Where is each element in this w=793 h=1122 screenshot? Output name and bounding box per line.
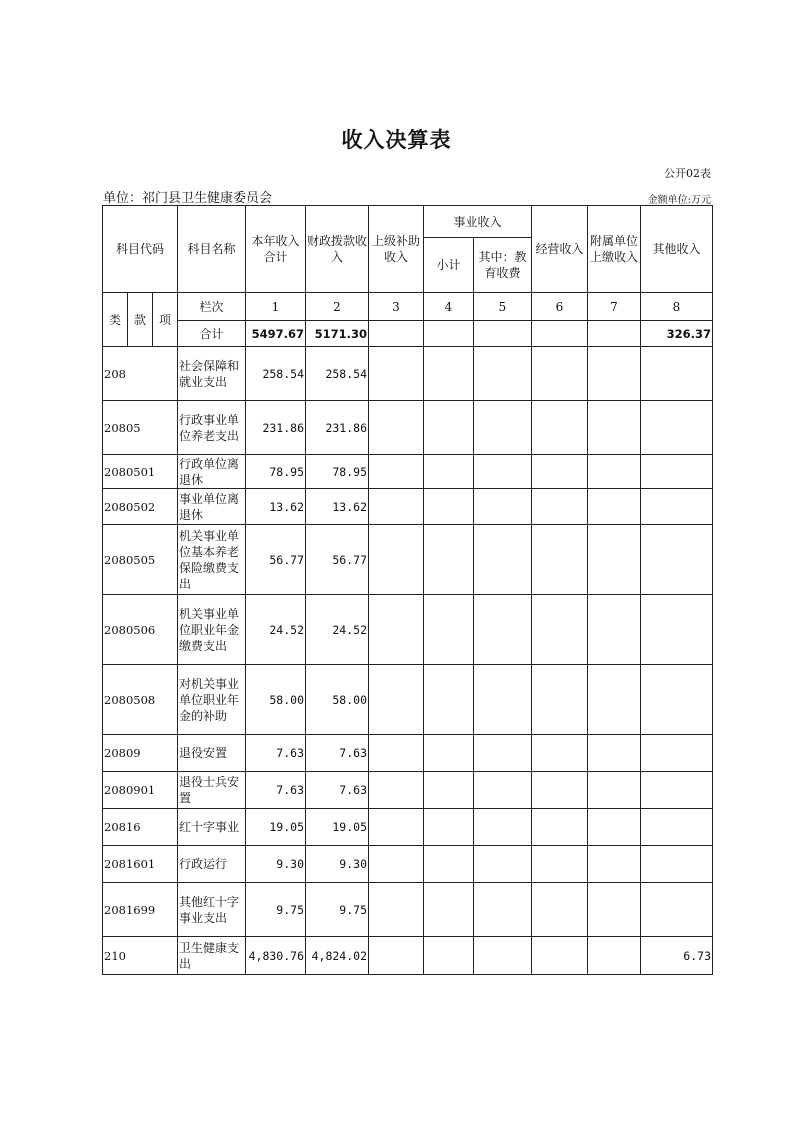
summary-affiliated <box>588 321 641 347</box>
row-name: 机关事业单位职业年金缴费支出 <box>178 595 246 665</box>
row-fiscal: 13.62 <box>306 489 369 525</box>
row-edu <box>474 735 532 772</box>
summary-row <box>103 321 713 347</box>
row-operating <box>532 735 588 772</box>
row-subtotal <box>424 455 474 489</box>
row-code: 210 <box>103 937 178 975</box>
row-affiliated <box>588 809 641 846</box>
row-total: 9.75 <box>246 883 306 937</box>
income-table <box>102 205 713 975</box>
row-fiscal: 4,824.02 <box>306 937 369 975</box>
row-edu <box>474 595 532 665</box>
row-name: 退役安置 <box>178 735 246 772</box>
row-code: 2080502 <box>103 489 178 525</box>
header-subtotal: 小计 <box>424 238 474 293</box>
row-name: 行政运行 <box>178 846 246 883</box>
row-subsidy <box>369 883 424 937</box>
row-affiliated <box>588 595 641 665</box>
row-edu <box>474 772 532 809</box>
row-subsidy <box>369 347 424 401</box>
row-edu <box>474 455 532 489</box>
row-affiliated <box>588 846 641 883</box>
header-affiliated: 附属单位上缴收入 <box>588 206 641 293</box>
row-other <box>641 455 713 489</box>
form-number: 公开02表 <box>664 167 711 180</box>
row-subsidy <box>369 846 424 883</box>
row-name: 红十字事业 <box>178 809 246 846</box>
row-operating <box>532 937 588 975</box>
summary-subsidy <box>369 321 424 347</box>
header-kuan: 款 <box>128 293 153 347</box>
row-subtotal <box>424 937 474 975</box>
header-operating: 经营收入 <box>532 206 588 293</box>
row-fiscal: 78.95 <box>306 455 369 489</box>
row-subsidy <box>369 401 424 455</box>
header-code: 科目代码 <box>103 206 178 293</box>
row-subtotal <box>424 735 474 772</box>
row-total: 4,830.76 <box>246 937 306 975</box>
row-subtotal <box>424 883 474 937</box>
header-xiang: 项 <box>153 293 178 347</box>
row-subtotal <box>424 595 474 665</box>
table-row <box>103 595 713 665</box>
row-edu <box>474 937 532 975</box>
row-operating <box>532 846 588 883</box>
table-row <box>103 846 713 883</box>
row-total: 13.62 <box>246 489 306 525</box>
row-total: 78.95 <box>246 455 306 489</box>
row-subsidy <box>369 937 424 975</box>
header-fiscal: 财政拨款收入 <box>306 206 369 293</box>
row-affiliated <box>588 401 641 455</box>
row-other <box>641 809 713 846</box>
row-subsidy <box>369 595 424 665</box>
row-total: 231.86 <box>246 401 306 455</box>
header-other: 其他收入 <box>641 206 713 293</box>
row-code: 2080501 <box>103 455 178 489</box>
row-code: 2081699 <box>103 883 178 937</box>
row-operating <box>532 489 588 525</box>
row-other <box>641 489 713 525</box>
row-other <box>641 846 713 883</box>
row-subsidy <box>369 772 424 809</box>
col-num: 4 <box>424 293 474 321</box>
row-subsidy <box>369 489 424 525</box>
row-other <box>641 595 713 665</box>
row-other <box>641 735 713 772</box>
col-num: 7 <box>588 293 641 321</box>
col-num: 8 <box>641 293 713 321</box>
row-fiscal: 56.77 <box>306 525 369 595</box>
row-edu <box>474 846 532 883</box>
row-name: 对机关事业单位职业年金的补助 <box>178 665 246 735</box>
row-subtotal <box>424 846 474 883</box>
summary-operating <box>532 321 588 347</box>
row-subsidy <box>369 455 424 489</box>
row-affiliated <box>588 772 641 809</box>
row-total: 58.00 <box>246 665 306 735</box>
table-row <box>103 735 713 772</box>
summary-subtotal <box>424 321 474 347</box>
row-name: 退役士兵安置 <box>178 772 246 809</box>
row-code: 20805 <box>103 401 178 455</box>
header-subsidy: 上级补助收入 <box>369 206 424 293</box>
row-fiscal: 9.75 <box>306 883 369 937</box>
row-affiliated <box>588 489 641 525</box>
row-edu <box>474 489 532 525</box>
row-other <box>641 665 713 735</box>
row-fiscal: 231.86 <box>306 401 369 455</box>
table-row <box>103 772 713 809</box>
row-subtotal <box>424 489 474 525</box>
row-edu <box>474 665 532 735</box>
row-affiliated <box>588 883 641 937</box>
summary-total: 5497.67 <box>246 321 306 347</box>
row-other <box>641 883 713 937</box>
row-other <box>641 401 713 455</box>
row-subsidy <box>369 525 424 595</box>
header-total: 本年收入合计 <box>246 206 306 293</box>
row-operating <box>532 525 588 595</box>
row-other <box>641 525 713 595</box>
unit-label: 单位：祁门县卫生健康委员会 <box>103 191 273 206</box>
row-fiscal: 19.05 <box>306 809 369 846</box>
row-subtotal <box>424 525 474 595</box>
row-operating <box>532 772 588 809</box>
row-code: 2080505 <box>103 525 178 595</box>
row-operating <box>532 883 588 937</box>
row-code: 208 <box>103 347 178 401</box>
row-subtotal <box>424 665 474 735</box>
summary-other: 326.37 <box>641 321 713 347</box>
row-operating <box>532 455 588 489</box>
row-code: 20816 <box>103 809 178 846</box>
row-subtotal <box>424 401 474 455</box>
row-fiscal: 9.30 <box>306 846 369 883</box>
row-affiliated <box>588 455 641 489</box>
table-row <box>103 347 713 401</box>
row-code: 2081601 <box>103 846 178 883</box>
header-column-label: 栏次 <box>178 293 246 321</box>
header-business: 事业收入 <box>424 206 532 238</box>
row-affiliated <box>588 937 641 975</box>
row-operating <box>532 347 588 401</box>
row-name: 其他红十字事业支出 <box>178 883 246 937</box>
row-subsidy <box>369 665 424 735</box>
col-num: 5 <box>474 293 532 321</box>
row-code: 20809 <box>103 735 178 772</box>
col-num: 6 <box>532 293 588 321</box>
money-unit-label: 金额单位:万元 <box>647 195 711 206</box>
row-name: 行政单位离退休 <box>178 455 246 489</box>
row-edu <box>474 401 532 455</box>
row-fiscal: 258.54 <box>306 347 369 401</box>
row-name: 机关事业单位基本养老保险缴费支出 <box>178 525 246 595</box>
row-total: 24.52 <box>246 595 306 665</box>
row-operating <box>532 665 588 735</box>
row-total: 56.77 <box>246 525 306 595</box>
row-subtotal <box>424 772 474 809</box>
row-edu <box>474 883 532 937</box>
header-edu: 其中：教育收费 <box>474 238 532 293</box>
row-affiliated <box>588 525 641 595</box>
col-num: 1 <box>246 293 306 321</box>
page-title: 收入决算表 <box>341 127 452 152</box>
table-row <box>103 525 713 595</box>
table-row <box>103 665 713 735</box>
row-code: 2080901 <box>103 772 178 809</box>
row-subtotal <box>424 347 474 401</box>
row-other <box>641 772 713 809</box>
summary-label: 合计 <box>178 321 246 347</box>
row-affiliated <box>588 347 641 401</box>
row-code: 2080506 <box>103 595 178 665</box>
row-total: 9.30 <box>246 846 306 883</box>
row-operating <box>532 809 588 846</box>
summary-edu <box>474 321 532 347</box>
table-row <box>103 809 713 846</box>
row-operating <box>532 401 588 455</box>
row-fiscal: 7.63 <box>306 772 369 809</box>
row-edu <box>474 525 532 595</box>
row-fiscal: 58.00 <box>306 665 369 735</box>
row-fiscal: 7.63 <box>306 735 369 772</box>
row-edu <box>474 809 532 846</box>
row-total: 7.63 <box>246 772 306 809</box>
row-subsidy <box>369 809 424 846</box>
row-code: 2080508 <box>103 665 178 735</box>
table-row <box>103 937 713 975</box>
row-operating <box>532 595 588 665</box>
row-affiliated <box>588 665 641 735</box>
col-num: 3 <box>369 293 424 321</box>
col-num: 2 <box>306 293 369 321</box>
table-row <box>103 883 713 937</box>
summary-fiscal: 5171.30 <box>306 321 369 347</box>
header-name: 科目名称 <box>178 206 246 293</box>
row-affiliated <box>588 735 641 772</box>
row-fiscal: 24.52 <box>306 595 369 665</box>
row-other <box>641 347 713 401</box>
table-row <box>103 489 713 525</box>
header-lei: 类 <box>103 293 128 347</box>
row-name: 卫生健康支出 <box>178 937 246 975</box>
row-name: 行政事业单位养老支出 <box>178 401 246 455</box>
row-total: 19.05 <box>246 809 306 846</box>
row-total: 258.54 <box>246 347 306 401</box>
row-subsidy <box>369 735 424 772</box>
row-total: 7.63 <box>246 735 306 772</box>
row-other: 6.73 <box>641 937 713 975</box>
table-row <box>103 455 713 489</box>
row-name: 事业单位离退休 <box>178 489 246 525</box>
row-name: 社会保障和就业支出 <box>178 347 246 401</box>
row-edu <box>474 347 532 401</box>
table-row <box>103 401 713 455</box>
row-subtotal <box>424 809 474 846</box>
